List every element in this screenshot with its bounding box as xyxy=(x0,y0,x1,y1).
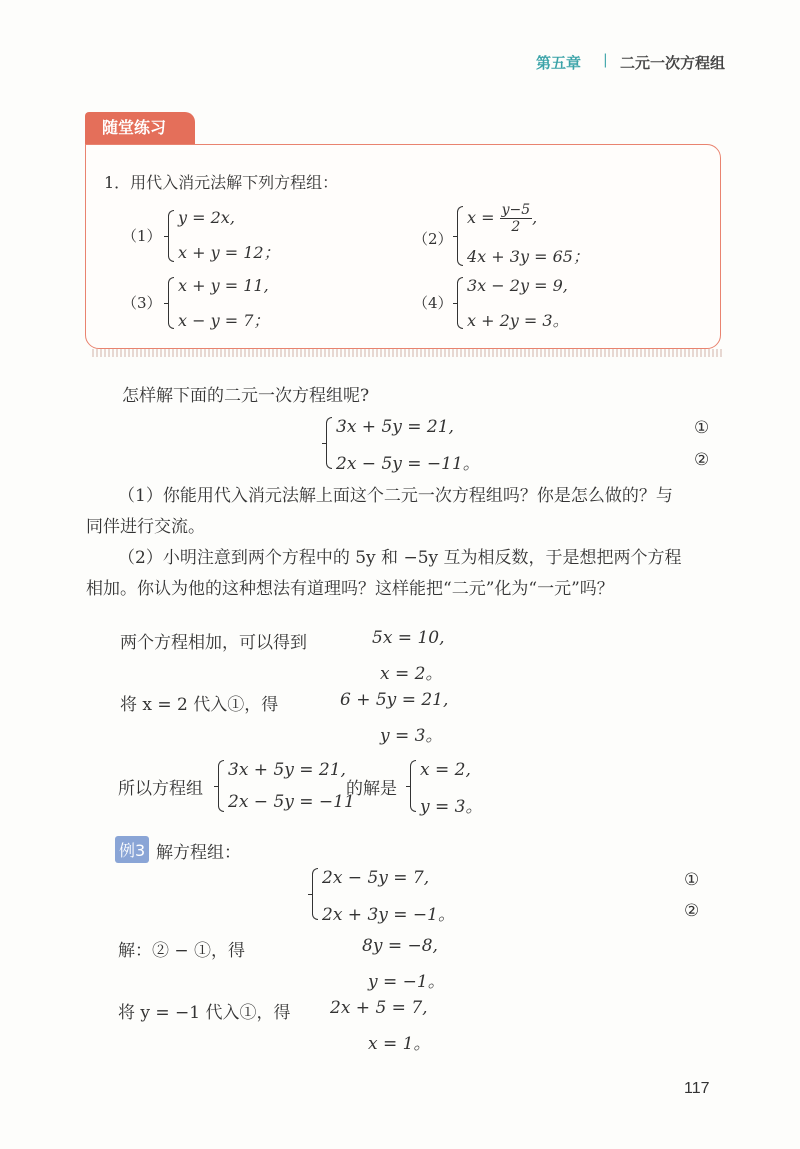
problem-2-brace xyxy=(457,206,463,266)
problem-4-eq1: 3x − 2y = 9, xyxy=(467,276,568,295)
example-label: 解方程组： xyxy=(156,843,241,863)
example-step1-equation: 8y = −8, xyxy=(362,936,438,956)
substitute-equation: 6 + 5y = 21, xyxy=(340,690,449,710)
conclusion-system-brace xyxy=(218,760,224,812)
add-label: 两个方程相加，可以得到 xyxy=(120,633,307,653)
x-value: x = 2。 xyxy=(380,664,443,684)
intro-eq2-tag: ② xyxy=(694,450,710,470)
example-badge: 例3 xyxy=(115,836,149,863)
intro-system-brace xyxy=(326,417,332,469)
header-separator: | xyxy=(603,52,608,68)
conclusion-label: 所以方程组 xyxy=(118,779,203,799)
example-step2-equation: 2x + 5 = 7, xyxy=(330,998,428,1018)
example-eq2-tag: ② xyxy=(684,901,700,921)
substitute-label: 将 x = 2 代入①，得 xyxy=(120,695,279,715)
problem-3-eq2: x − y = 7； xyxy=(178,311,270,330)
add-equation: 5x = 10, xyxy=(372,628,445,648)
example-step2-label: 将 y = −1 代入①，得 xyxy=(118,1003,291,1023)
problem-2-fraction: $\frac{y-5}{2}$ xyxy=(501,202,531,235)
problem-1-brace xyxy=(168,210,174,262)
problem-4-brace xyxy=(457,277,463,329)
practice-tab xyxy=(85,112,195,144)
example-eq1: 2x − 5y = 7, xyxy=(322,868,430,888)
example-eq2: 2x + 3y = −1。 xyxy=(322,905,455,925)
practice-tab-label: 随堂练习 xyxy=(102,118,167,137)
intro-eq1-tag: ① xyxy=(694,418,710,438)
conclusion-eq2: 2x − 5y = −11 xyxy=(228,792,355,812)
answer-y: y = 3。 xyxy=(420,797,483,817)
problem-1-eq1: y = 2x, xyxy=(178,208,235,227)
problem-3-eq1: x + y = 11, xyxy=(178,276,269,295)
problem-4-eq2: x + 2y = 3。 xyxy=(467,311,569,330)
answer-x: x = 2, xyxy=(420,760,471,780)
example-eq1-tag: ① xyxy=(684,870,700,890)
intro-question: 怎样解下面的二元一次方程组呢? xyxy=(122,386,370,406)
question-1-line1: （1）你能用代入消元法解上面这个二元一次方程组吗？你是怎么做的？与 xyxy=(118,486,673,506)
problem-2-eq1: x = $\frac{y-5}{2}$ , xyxy=(467,202,538,235)
problem-3-label: （3） xyxy=(122,294,162,312)
y-value: y = 3。 xyxy=(380,726,443,746)
answer-brace xyxy=(410,760,416,812)
practice-question: 1．用代入消元法解下列方程组： xyxy=(104,173,339,192)
question-1-line2: 同伴进行交流。 xyxy=(86,517,205,537)
example-step2-result: x = 1。 xyxy=(368,1034,431,1054)
chapter-number: 第五章 xyxy=(536,54,582,72)
question-2-line1: （2）小明注意到两个方程中的 5y 和 −5y 互为相反数，于是想把两个方程 xyxy=(118,548,682,568)
intro-eq1: 3x + 5y = 21, xyxy=(336,417,454,437)
question-2-line2: 相加。你认为他的这种想法有道理吗？这样能把“二元”化为“一元”吗？ xyxy=(86,579,614,599)
problem-4-label: （4） xyxy=(413,294,453,312)
problem-3-brace xyxy=(168,277,174,329)
intro-eq2: 2x − 5y = −11。 xyxy=(336,454,480,474)
problem-2-eq2: 4x + 3y = 65； xyxy=(467,247,589,266)
solution-is-label: 的解是 xyxy=(346,779,397,799)
problem-1-eq2: x + y = 12； xyxy=(178,243,280,262)
problem-1-label: （1） xyxy=(122,227,162,245)
example-system-brace xyxy=(312,868,318,920)
chapter-title: 二元一次方程组 xyxy=(620,54,726,72)
page-number: 117 xyxy=(684,1080,710,1097)
example-step1-label: 解：② − ①，得 xyxy=(118,941,246,961)
example-step1-result: y = −1。 xyxy=(368,972,445,992)
practice-box-shadow xyxy=(92,349,722,357)
conclusion-eq1: 3x + 5y = 21, xyxy=(228,760,346,780)
problem-2-label: （2） xyxy=(413,230,453,248)
